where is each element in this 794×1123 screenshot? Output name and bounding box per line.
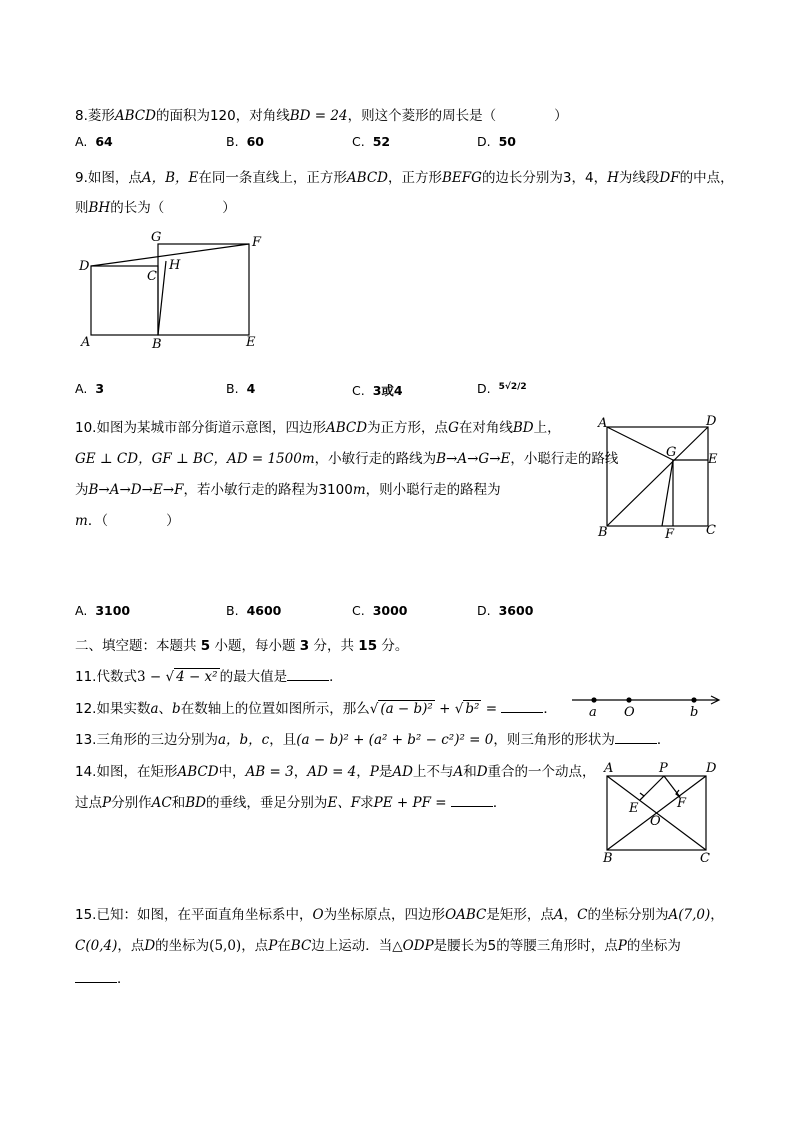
q14-label-d: D — [706, 761, 717, 776]
q9-label-f: F — [252, 235, 262, 250]
q9-stem-line1: 9.如图，点A，B，E在同一条直线上，正方形ABCD，正方形BEFG的边长分别为3，4，H为线段DF的中点， — [75, 170, 734, 186]
q12-answer-blank[interactable] — [501, 700, 543, 713]
q14-answer-blank[interactable] — [451, 794, 493, 807]
q14-label-p: P — [659, 761, 668, 776]
q9-option-c[interactable]: C. 3或4 — [352, 383, 403, 398]
q14-stem-line1: 14.如图，在矩形ABCD中，AB = 3，AD = 4，P是AD上不与A和D重合的一个动点， — [75, 764, 596, 780]
q14-label-f: F — [677, 796, 687, 811]
q10-options — [75, 603, 675, 621]
q8-option-b[interactable]: B. 60 — [226, 134, 264, 149]
q15-stem-line3: ． — [75, 967, 131, 987]
q14-label-o: O — [650, 814, 661, 829]
q13-answer-blank[interactable] — [615, 731, 657, 744]
q10-label-f: F — [665, 527, 675, 542]
q14-label-a: A — [604, 761, 614, 776]
q8-bd: BD = 24 — [289, 108, 348, 124]
q14-figure — [598, 760, 728, 866]
q8-option-d[interactable]: D. 50 — [477, 134, 517, 149]
q8-text-c: ，则这个菱形的周长是（ — [347, 108, 497, 124]
q12-number-line — [570, 691, 726, 719]
q8-option-c[interactable]: C. 52 — [352, 134, 391, 149]
q12-axis-o: O — [624, 705, 635, 719]
q10-option-b[interactable]: B. 4600 — [226, 603, 282, 618]
q9-stem-line2: 则BH的长为（ ） — [75, 200, 236, 216]
q8-close: ） — [554, 108, 568, 124]
q14-label-e: E — [629, 801, 639, 816]
q14-label-c: C — [700, 851, 710, 866]
q8-abcd: ABCD — [114, 108, 156, 124]
q15-answer-blank[interactable] — [75, 970, 117, 983]
q10-stem-line2: GE ⊥ CD，GF ⊥ BC，AD = 1500m，小敏行走的路线为B→A→G→E，小聪行走的路线 — [75, 451, 619, 467]
q8-text-b: 的面积为120，对角线 — [155, 108, 290, 124]
q15-stem-line1: 15.已知：如图，在平面直角坐标系中，O为坐标原点，四边形OABC是矩形，点A，C的坐标分别为A(7,0)， — [75, 907, 724, 923]
q8-options — [75, 134, 675, 152]
q12-axis-a: a — [589, 705, 597, 719]
q9-option-a[interactable]: A. 3 — [75, 381, 105, 396]
q10-label-g: G — [666, 445, 677, 460]
q10-stem-line3: 为B→A→D→E→F，若小敏行走的路程为3100m，则小聪行走的路程为 — [75, 482, 501, 498]
q10-label-a: A — [598, 416, 608, 431]
q12-stem: 12.如果实数a、b在数轴上的位置如图所示，那么√ (a − b)² + √ b² = ． — [75, 701, 557, 717]
q9-label-c: C — [147, 269, 157, 284]
q14-label-b: B — [603, 851, 613, 866]
q9-label-a: A — [81, 335, 91, 350]
q10-label-c: C — [706, 523, 716, 538]
q9-option-b[interactable]: B. 4 — [226, 381, 256, 396]
q11-answer-blank[interactable] — [287, 668, 329, 681]
q10-option-a[interactable]: A. 3100 — [75, 603, 131, 618]
q10-option-d[interactable]: D. 3600 — [477, 603, 534, 618]
q15-stem-line2: C(0,4)，点D的坐标为(5,0)，点P在BC边上运动．当△ODP是腰长为5的等腰三角形时，点P的坐标为 — [75, 938, 681, 954]
q10-option-c[interactable]: C. 3000 — [352, 603, 408, 618]
q12-axis-b: b — [690, 705, 699, 719]
q9-label-e: E — [246, 335, 256, 350]
q8-text: 8.菱形 — [75, 108, 115, 124]
q9-label-d: D — [79, 259, 90, 274]
q9-label-h: H — [169, 258, 181, 273]
q10-stem-line1: 10.如图为某城市部分街道示意图，四边形ABCD为正方形，点G在对角线BD上， — [75, 420, 561, 436]
q8-option-a[interactable]: A. 64 — [75, 134, 113, 149]
q9-options — [75, 381, 675, 403]
q10-label-b: B — [598, 525, 608, 540]
q11-stem: 11.代数式3 − √ 4 − x² 的最大值是 ． — [75, 669, 343, 685]
q9-label-g: G — [151, 230, 162, 245]
q10-label-d: D — [706, 414, 717, 429]
q10-figure — [596, 412, 726, 542]
q9-figure — [75, 226, 275, 352]
q9-label-b: B — [152, 337, 162, 352]
q10-label-e: E — [708, 452, 718, 467]
q8-stem — [75, 104, 568, 124]
q10-stem-line4: m．（ ） — [75, 513, 180, 529]
q13-stem: 13.三角形的三边分别为a，b，c，且(a − b)² + (a² + b² − c²)² = 0，则三角形的形状为 ． — [75, 732, 671, 748]
q14-stem-line2: 过点P分别作AC和BD的垂线，垂足分别为E、F求PE + PF = ． — [75, 795, 507, 811]
q9-option-d[interactable]: D. $^{5√2/2}$ — [477, 381, 527, 396]
section2-heading: 二、填空题：本题共 5 小题，每小题 3 分，共 15 分。 — [75, 638, 409, 654]
